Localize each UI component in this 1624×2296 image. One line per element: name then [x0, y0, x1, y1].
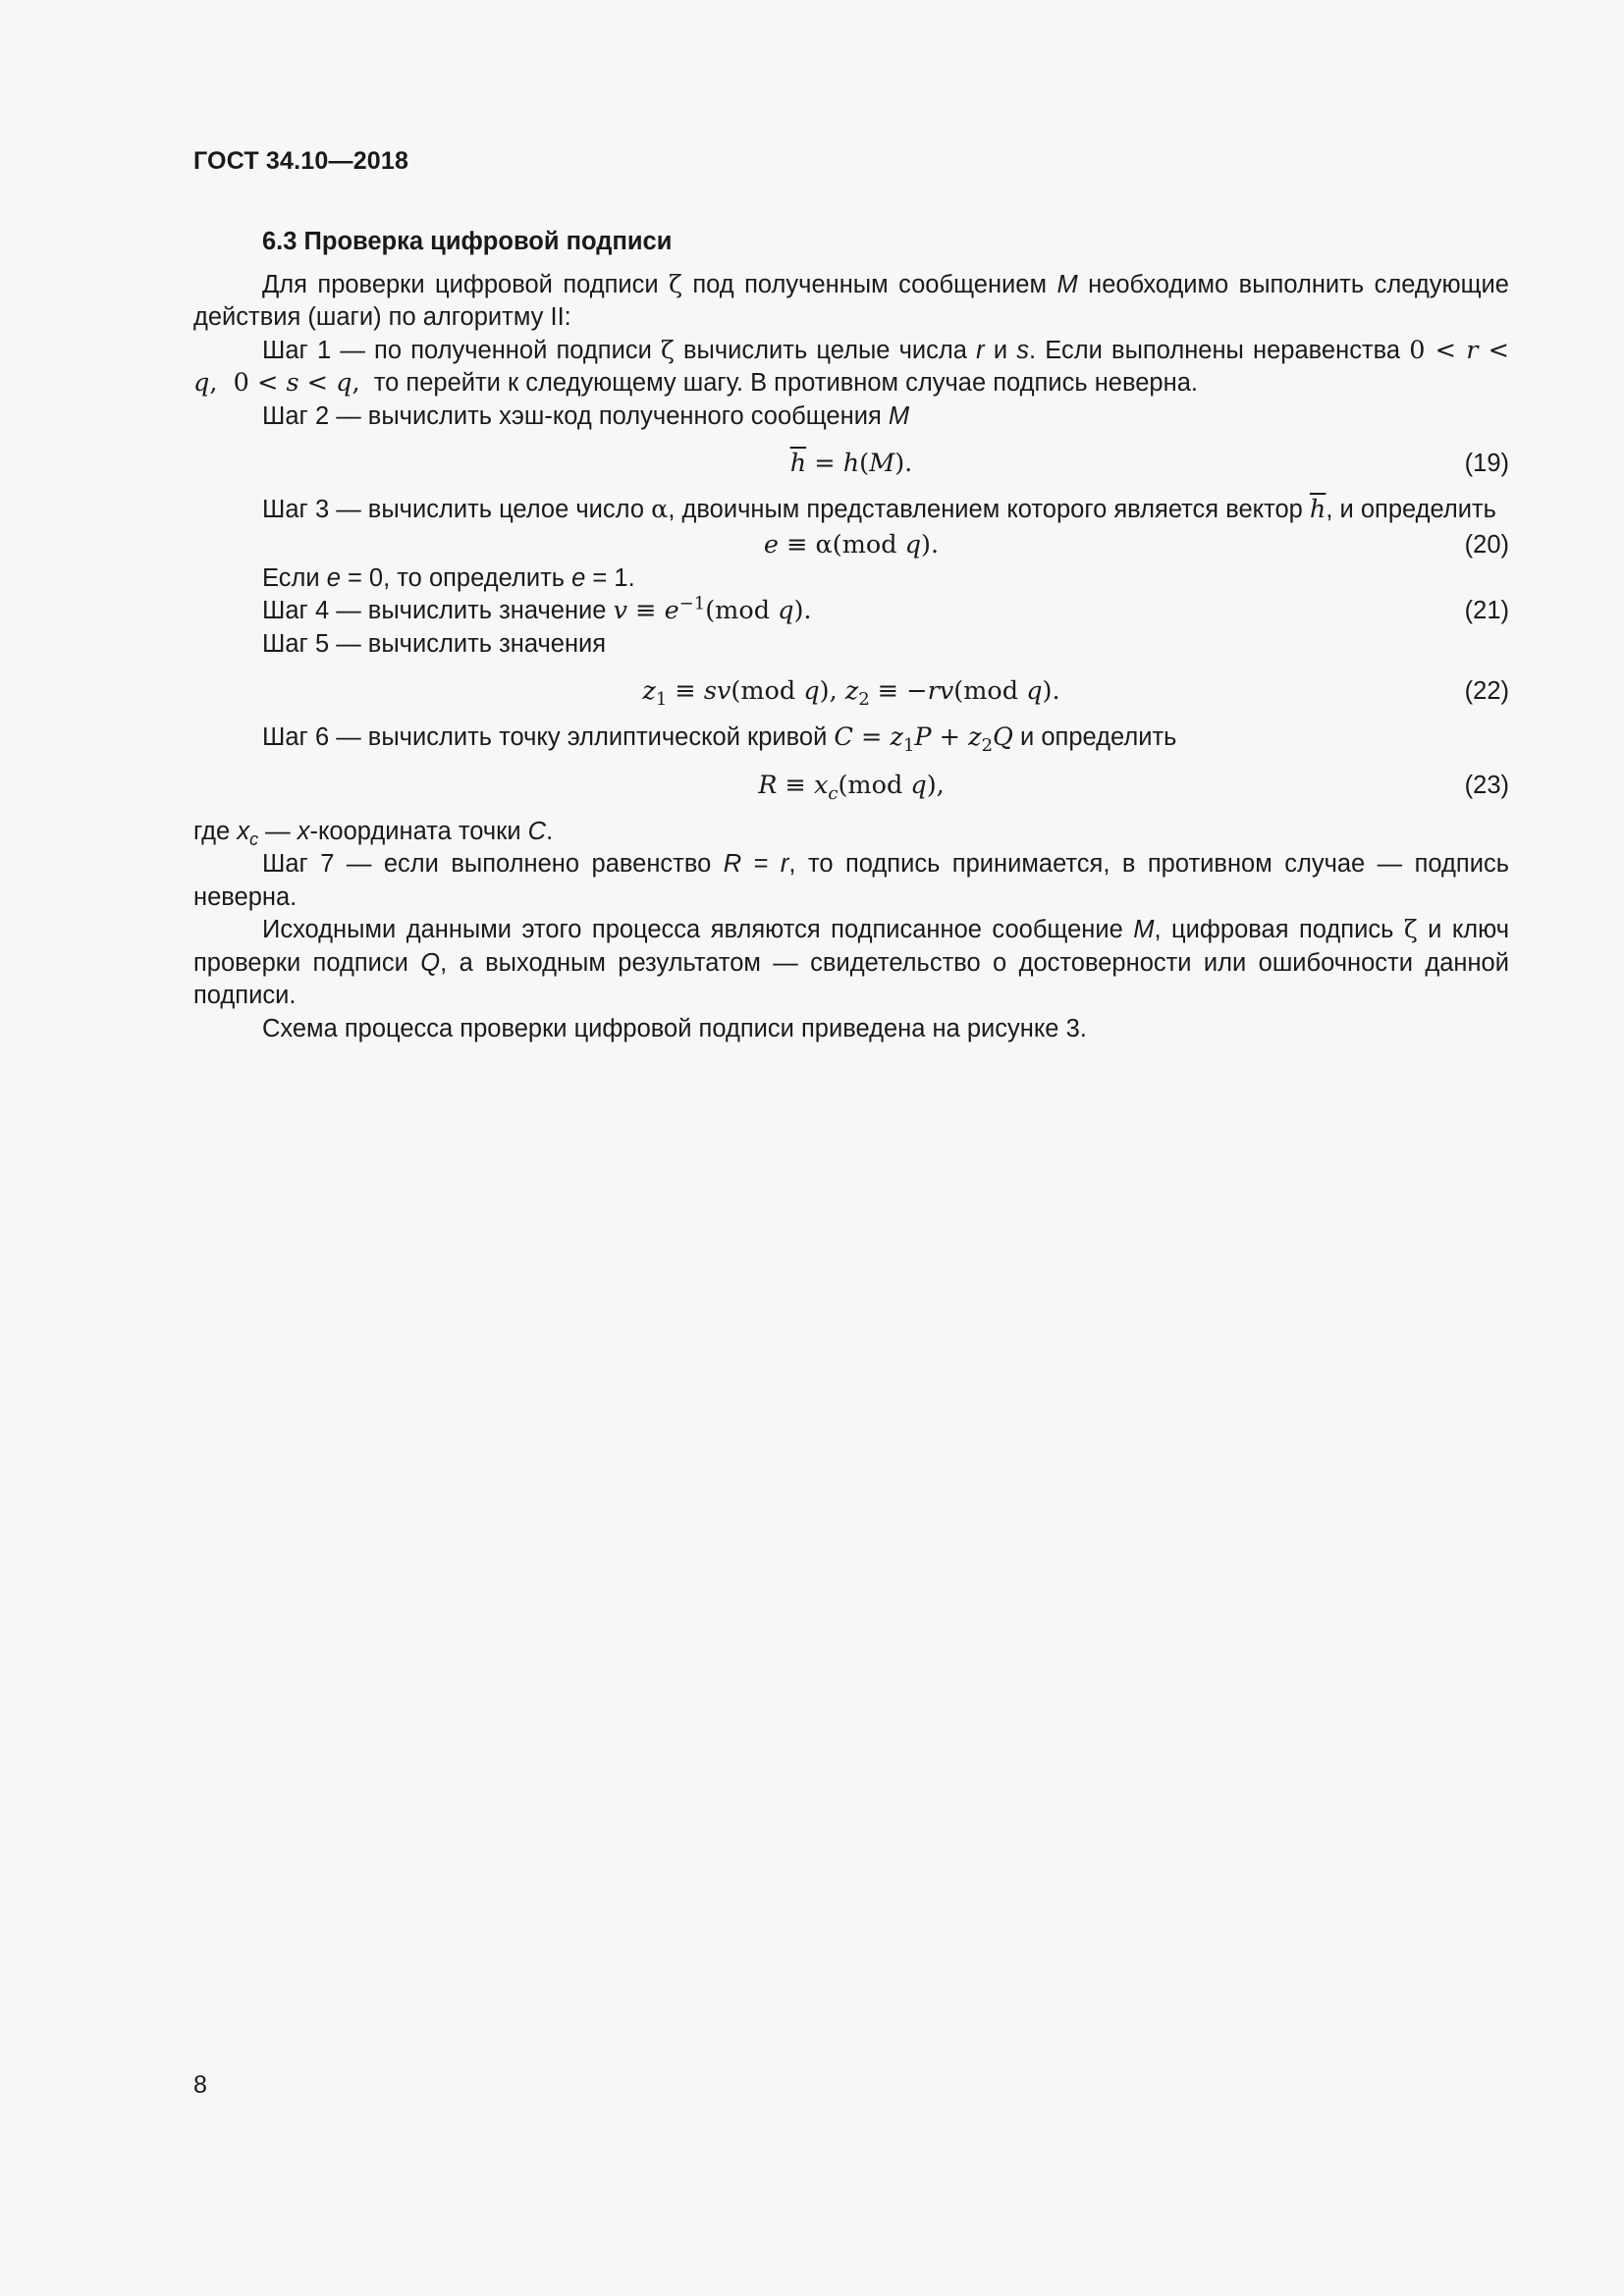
step-2-paragraph: Шаг 2 — вычислить хэш-код полученного сообщения M	[262, 401, 910, 430]
equation-22	[193, 661, 1509, 721]
step-4-paragraph	[193, 595, 1509, 628]
equation-19-number: (19)	[1464, 450, 1509, 477]
step-5-paragraph: Шаг 5 — вычислить значения	[262, 629, 607, 658]
section-title: 6.3 Проверка цифровой подписи	[262, 228, 673, 255]
equation-23-number: (23)	[1464, 771, 1509, 799]
where-paragraph: где $x_c$ — x-координата точки C.	[193, 817, 554, 849]
page-number: 8	[193, 2071, 207, 2099]
equation-20-number: (20)	[1464, 530, 1509, 559]
equation-21-formula: $v \equiv e^{-1}(mod$ q).	[613, 593, 812, 625]
step-3-paragraph: Шаг 3 — вычислить целое число α, двоичным представлением которого является вектор $\overline{h}$, и определить	[262, 495, 1496, 524]
step-4-text: Шаг 4 — вычислить значение	[262, 597, 607, 624]
equation-19	[193, 433, 1509, 494]
document-header: ГОСТ 34.10—2018	[193, 147, 409, 175]
step-6-paragraph	[193, 721, 1509, 755]
step-6-text: Шаг 6 — вычислить точку эллиптической кривой	[262, 723, 828, 751]
condition-paragraph: Если e = 0, то определить e = 1.	[262, 563, 635, 592]
step-1-paragraph: Шаг 1 — по полученной подписи ζ вычислить целые числа r и s. Если выполнены неравенства 0 < r < q, 0 < s < q, то перейти к следующему шагу. В противном случае подпись неверна.	[193, 335, 1509, 398]
summary-paragraph: Исходными данными этого процесса являются подписанное сообщение M, цифровая подпись ζ и ключ проверки подписи Q, а выходным результатом — свидетельство о достоверности или ошибочности данной подписи.	[193, 915, 1509, 1009]
equation-19-formula: $\overline{h} = h(M)$.	[789, 449, 913, 478]
equation-21-number: (21)	[1464, 597, 1509, 624]
step-6-text-end: и определить	[1020, 723, 1177, 751]
equation-23	[193, 755, 1509, 816]
equation-22-formula: $z_1 \equiv sv(mod$ q), $z_2 \equiv -rv(mod$ q).	[642, 676, 1060, 711]
step-7-paragraph: Шаг 7 — если выполнено равенство R = r, то подпись принимается, в противном случае — подпись неверна.	[193, 850, 1510, 911]
figure-reference-paragraph: Схема процесса проверки цифровой подписи приведена на рисунке 3.	[262, 1014, 1087, 1042]
equation-20	[193, 527, 1509, 562]
step-6-inline-formula: $C = z_1P + z_2Q$	[834, 722, 1013, 757]
equation-22-number: (22)	[1464, 677, 1509, 705]
equation-23-formula: $R \equiv x_c(mod$ q),	[758, 770, 945, 804]
intro-paragraph: Для проверки цифровой подписи ζ под полученным сообщением M необходимо выполнить следующие действия (шаги) по алгоритму II:	[193, 269, 1509, 331]
equation-20-formula: e ≡ α(mod q).	[763, 529, 940, 560]
document-body	[193, 226, 1509, 1045]
